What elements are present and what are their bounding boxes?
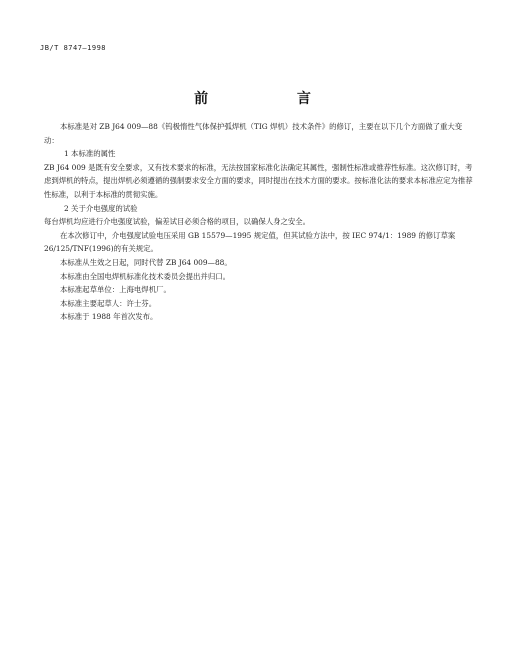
section-2-paragraph-2: 在本次修订中，介电强度试验电压采用 GB 15579—1995 规定值，但其试验方法中，按 IEC 974/1：1989 的修订草案 26/125/TNF(1996)的有关规定。	[44, 230, 456, 254]
section-2-paragraph-1: 每台焊机均应进行介电强度试验，偏差试目必须合格的项目，以确保人身之安全。	[44, 217, 311, 227]
first-publication-note: 本标准于 1988 年首次发布。	[60, 312, 158, 322]
page-title: 前 言	[194, 91, 353, 107]
intro-paragraph: 本标准是对 ZB J64 009—88《钨极惰性气体保护弧焊机（TIG 焊机）技术条件》的修订，主要在以下几个方面做了重大变动：	[44, 122, 463, 145]
section-heading-2: 2 关于介电强度的试验	[64, 203, 138, 213]
replacement-note: 本标准从生效之日起，同时代替 ZB J64 009—88。	[60, 257, 232, 267]
section-1-paragraph: ZB J64 009 是既有安全要求，又有技术要求的标准，无法按国家标准化法确定其属性，强制性标准或推荐性标准。这次修订时，考虑到焊机的特点，提出焊机必须遵循的强制要求安全方面的要求，同时提出在技术方面的要求。按标准化法的要求本标准应定为推荐性标准，以利于本标准的贯彻实施。	[44, 162, 473, 199]
drafting-unit-note: 本标准起草单位：上海电焊机厂。	[60, 285, 171, 295]
foreword-body	[44, 120, 474, 324]
section-heading-1: 1 本标准的属性	[64, 149, 116, 159]
standard-code-header: JB/T 8747—1998	[40, 44, 107, 52]
proposer-note: 本标准由全国电焊机标准化技术委员会提出并归口。	[60, 271, 230, 281]
main-drafter-note: 本标准主要起草人：许士芬。	[60, 298, 157, 308]
